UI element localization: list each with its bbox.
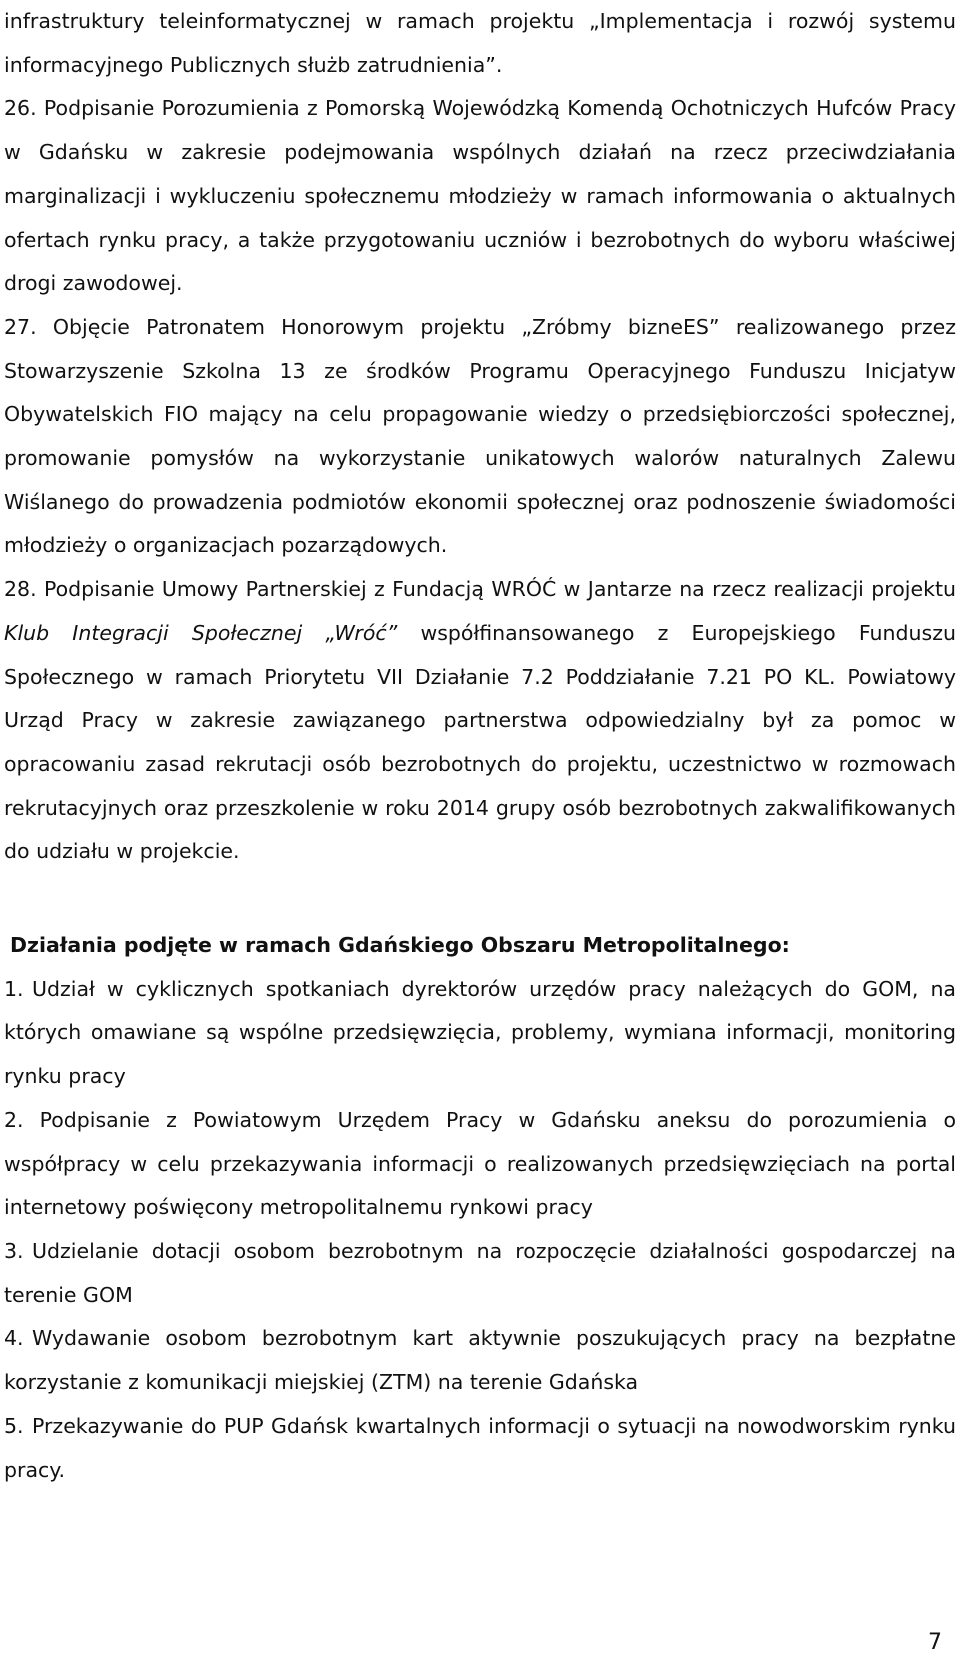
item-text-italic: Klub Integracji Społecznej „Wróć” (4, 620, 398, 645)
gom-item-4 (4, 1317, 956, 1404)
item-text: Objęcie Patronatem Honorowym projektu „Zróbmy bizneES” realizowanego przez Stowarzyszenie Szkolna 13 ze środków Programu Operacyjnego Funduszu Inicjatyw Obywatelskich FIO mający na celu propagowanie wiedzy o przedsiębiorczości społecznej, promowanie pomysłów na wykorzystanie unikatowych walorów naturalnych Zalewu Wiślanego do prowadzenia podmiotów ekonomii społecznej oraz podnoszenie świadomości młodzieży o organizacjach pozarządowych. (4, 314, 956, 558)
list-item-26 (4, 87, 956, 306)
item-number: 28. (4, 577, 37, 602)
list-item-28 (4, 568, 956, 874)
gom-item-text: Wydawanie osobom bezrobotnym kart aktywnie poszukujących pracy na bezpłatne korzystanie z komunikacji miejskiej (ZTM) na terenie Gdańska (4, 1326, 956, 1395)
item-text: Podpisanie Porozumienia z Pomorską Wojewódzką Komendą Ochotniczych Hufców Pracy w Gdańsku w zakresie podejmowania wspólnych działań na rzecz przeciwdziałania marginalizacji i wykluczeniu społecznemu młodzieży w ramach informowania o aktualnych ofertach rynku pracy, a także przygotowaniu uczniów i bezrobotnych do wyboru właściwej drogi zawodowej. (4, 96, 956, 296)
gom-item-2 (4, 1099, 956, 1230)
gom-item-1 (4, 968, 956, 1099)
item-text-after: współfinansowanego z Europejskiego Funduszu Społecznego w ramach Priorytetu VII Działanie 7.2 Poddziałanie 7.21 PO KL. Powiatowy Urząd Pracy w zakresie zawiązanego partnerstwa odpowiedzialny był za pomoc w opracowaniu zasad rekrutacji osób bezrobotnych do projektu, uczestnictwo w rozmowach rekrutacyjnych oraz przeszkolenie w roku 2014 grupy osób bezrobotnych zakwalifikowanych do udziału w projekcie. (4, 620, 956, 864)
intro-text: infrastruktury teleinformatycznej w ramach projektu „Implementacja i rozwój systemu informacyjnego Publicznych służb zatrudnienia”. (4, 9, 956, 77)
document-page (4, 0, 956, 1492)
gom-item-text: Podpisanie z Powiatowym Urzędem Pracy w Gdańsku aneksu do porozumienia o współpracy w celu przekazywania informacji o realizowanych przedsięwzięciach na portal internetowy poświęcony metropolitalnemu rynkowi pracy (4, 1107, 956, 1220)
gom-item-3 (4, 1230, 956, 1317)
section-heading: Działania podjęte w ramach Gdańskiego Obszaru Metropolitalnego: (10, 933, 790, 958)
intro-paragraph (4, 0, 956, 87)
page-number: 7 (928, 1630, 942, 1655)
gom-item-text: Udział w cyklicznych spotkaniach dyrektorów urzędów pracy należących do GOM, na których omawiane są wspólne przedsięwzięcia, problemy, wymiana informacji, monitoring rynku pracy (4, 976, 956, 1089)
list-item-27 (4, 306, 956, 568)
gom-item-text: Przekazywanie do PUP Gdańsk kwartalnych informacji o sytuacji na nowodworskim rynku pracy. (4, 1413, 956, 1482)
item-number: 27. (4, 314, 37, 339)
gom-item-number: 3. (4, 1238, 24, 1263)
item-number: 26. (4, 96, 37, 121)
gom-item-number: 5. (4, 1413, 24, 1438)
gom-item-number: 4. (4, 1326, 24, 1351)
item-text-before: Podpisanie Umowy Partnerskiej z Fundacją WRÓĆ w Jantarze na rzecz realizacji projektu (44, 577, 956, 602)
gom-item-text: Udzielanie dotacji osobom bezrobotnym na rozpoczęcie działalności gospodarczej na terenie GOM (4, 1238, 956, 1307)
gom-item-number: 1. (4, 976, 24, 1001)
gom-item-number: 2. (4, 1107, 24, 1132)
spacer (4, 874, 956, 924)
gom-item-5 (4, 1405, 956, 1492)
